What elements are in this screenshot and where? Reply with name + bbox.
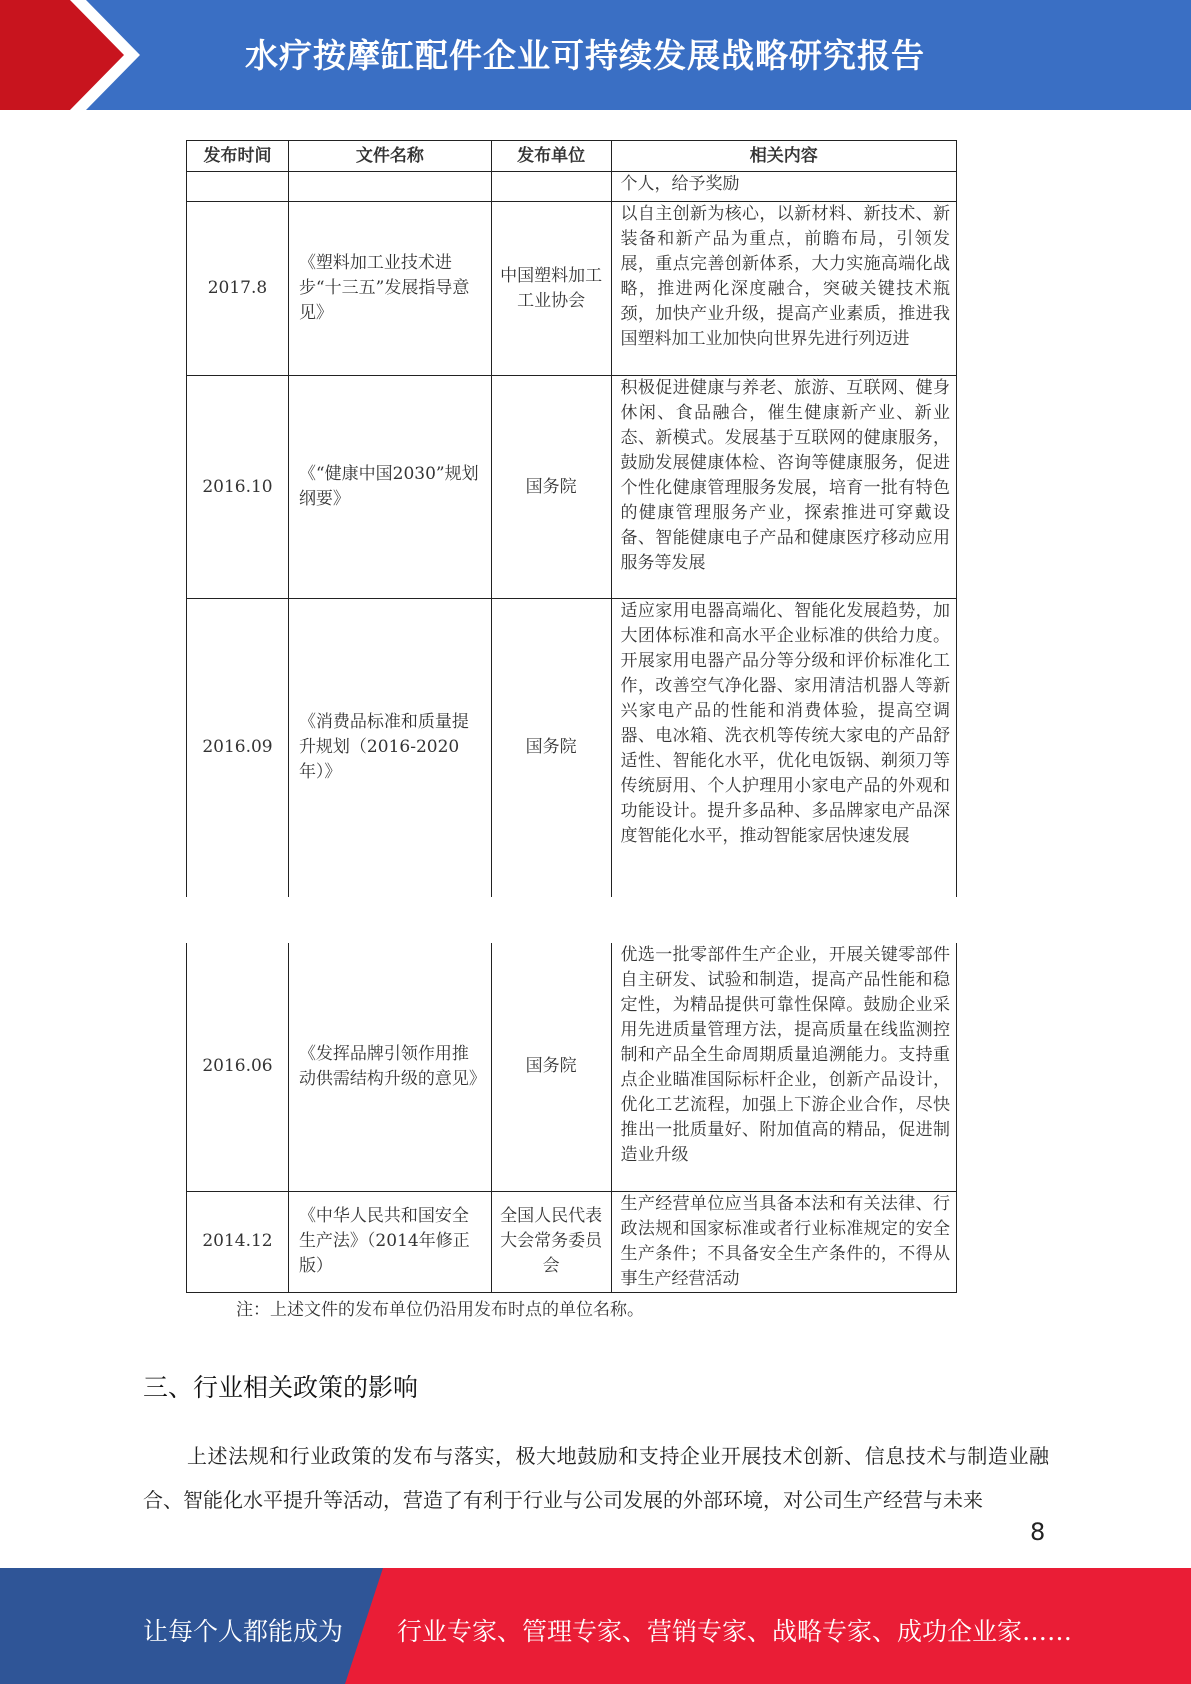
cell-date: 2014.12 (187, 1191, 289, 1292)
policy-table-part2 (186, 943, 957, 1293)
column-header: 文件名称 (288, 141, 491, 172)
cell-unit (491, 172, 611, 202)
header-banner (0, 0, 1191, 110)
cell-date: 2016.09 (187, 599, 289, 897)
footer-banner (0, 1568, 1191, 1684)
cell-doc: 《塑料加工业技术进步“十三五”发展指导意见》 (288, 202, 491, 376)
cell-unit: 中国塑料加工工业协会 (491, 202, 611, 376)
policy-table-part1 (186, 140, 957, 897)
cell-date (187, 172, 289, 202)
table-row (187, 172, 957, 202)
header-chevron-icon (70, 0, 160, 110)
cell-content: 适应家用电器高端化、智能化发展趋势，加大团体标准和高水平企业标准的供给力度。开展家用电器产品分等分级和评价标准化工作，改善空气净化器、家用清洁机器人等新兴家电产品的性能和消费体验，提高空调器、电冰箱、洗衣机等传统大家电的产品舒适性、智能化水平，优化电饭锅、剃须刀等传统厨用、个人护理用小家电产品的外观和功能设计。提升多品种、多品牌家电产品深度智能化水平，推动智能家居快速发展 (611, 599, 956, 897)
cell-unit: 全国人民代表大会常务委员会 (491, 1191, 611, 1292)
cell-doc: 《发挥品牌引领作用推动供需结构升级的意见》 (288, 943, 491, 1191)
cell-unit: 国务院 (491, 376, 611, 599)
column-header: 发布单位 (491, 141, 611, 172)
footer-slogan-right: 行业专家、管理专家、营销专家、战略专家、成功企业家…… (397, 1617, 1073, 1646)
cell-date: 2017.8 (187, 202, 289, 376)
cell-doc (288, 172, 491, 202)
cell-doc: 《中华人民共和国安全生产法》（2014年修正版） (288, 1191, 491, 1292)
section-heading: 三、行业相关政策的影响 (143, 1373, 419, 1402)
page-number: 8 (1030, 1518, 1046, 1546)
cell-content: 积极促进健康与养老、旅游、互联网、健身休闲、食品融合，催生健康新产业、新业态、新模式。发展基于互联网的健康服务，鼓励发展健康体检、咨询等健康服务，促进个性化健康管理服务发展，培育一批有特色的健康管理服务产业，探索推进可穿戴设备、智能健康电子产品和健康医疗移动应用服务等发展 (611, 376, 956, 599)
table-row (187, 1191, 957, 1292)
cell-content: 以自主创新为核心，以新材料、新技术、新装备和新产品为重点，前瞻布局，引领发展，重点完善创新体系，大力实施高端化战略，推进两化深度融合，突破关键技术瓶颈，加快产业升级，提高产业素质，推进我国塑料加工业加快向世界先进行列迈进 (611, 202, 956, 376)
footer-slogan-left: 让每个人都能成为 (143, 1617, 344, 1646)
header-red-block (0, 0, 70, 110)
table-header-row (187, 141, 957, 172)
cell-doc: 《消费品标准和质量提升规划（2016-2020年）》 (288, 599, 491, 897)
cell-content: 生产经营单位应当具备本法和有关法律、行政法规和国家标准或者行业标准规定的安全生产条件；不具备安全生产条件的，不得从事生产经营活动 (611, 1191, 956, 1292)
table-note: 注：上述文件的发布单位仍沿用发布时点的单位名称。 (236, 1300, 644, 1320)
column-header: 相关内容 (611, 141, 956, 172)
report-title: 水疗按摩缸配件企业可持续发展战略研究报告 (245, 36, 925, 75)
cell-content: 优选一批零部件生产企业，开展关键零部件自主研发、试验和制造，提高产品性能和稳定性，为精品提供可靠性保障。鼓励企业采用先进质量管理方法，提高质量在线监测控制和产品全生命周期质量追溯能力。支持重点企业瞄准国际标杆企业，创新产品设计，优化工艺流程，加强上下游企业合作，尽快推出一批质量好、附加值高的精品，促进制造业升级 (611, 943, 956, 1191)
cell-date: 2016.06 (187, 943, 289, 1191)
table-row (187, 943, 957, 1191)
table-row (187, 376, 957, 599)
cell-unit: 国务院 (491, 599, 611, 897)
table-row (187, 202, 957, 376)
column-header: 发布时间 (187, 141, 289, 172)
cell-unit: 国务院 (491, 943, 611, 1191)
cell-date: 2016.10 (187, 376, 289, 599)
cell-doc: 《“健康中国2030”规划纲要》 (288, 376, 491, 599)
cell-content: 个人，给予奖励 (611, 172, 956, 202)
body-paragraph: 上述法规和行业政策的发布与落实，极大地鼓励和支持企业开展技术创新、信息技术与制造业融合、智能化水平提升等活动，营造了有利于行业与公司发展的外部环境，对公司生产经营与未来 (143, 1444, 1049, 1512)
table-row (187, 599, 957, 897)
